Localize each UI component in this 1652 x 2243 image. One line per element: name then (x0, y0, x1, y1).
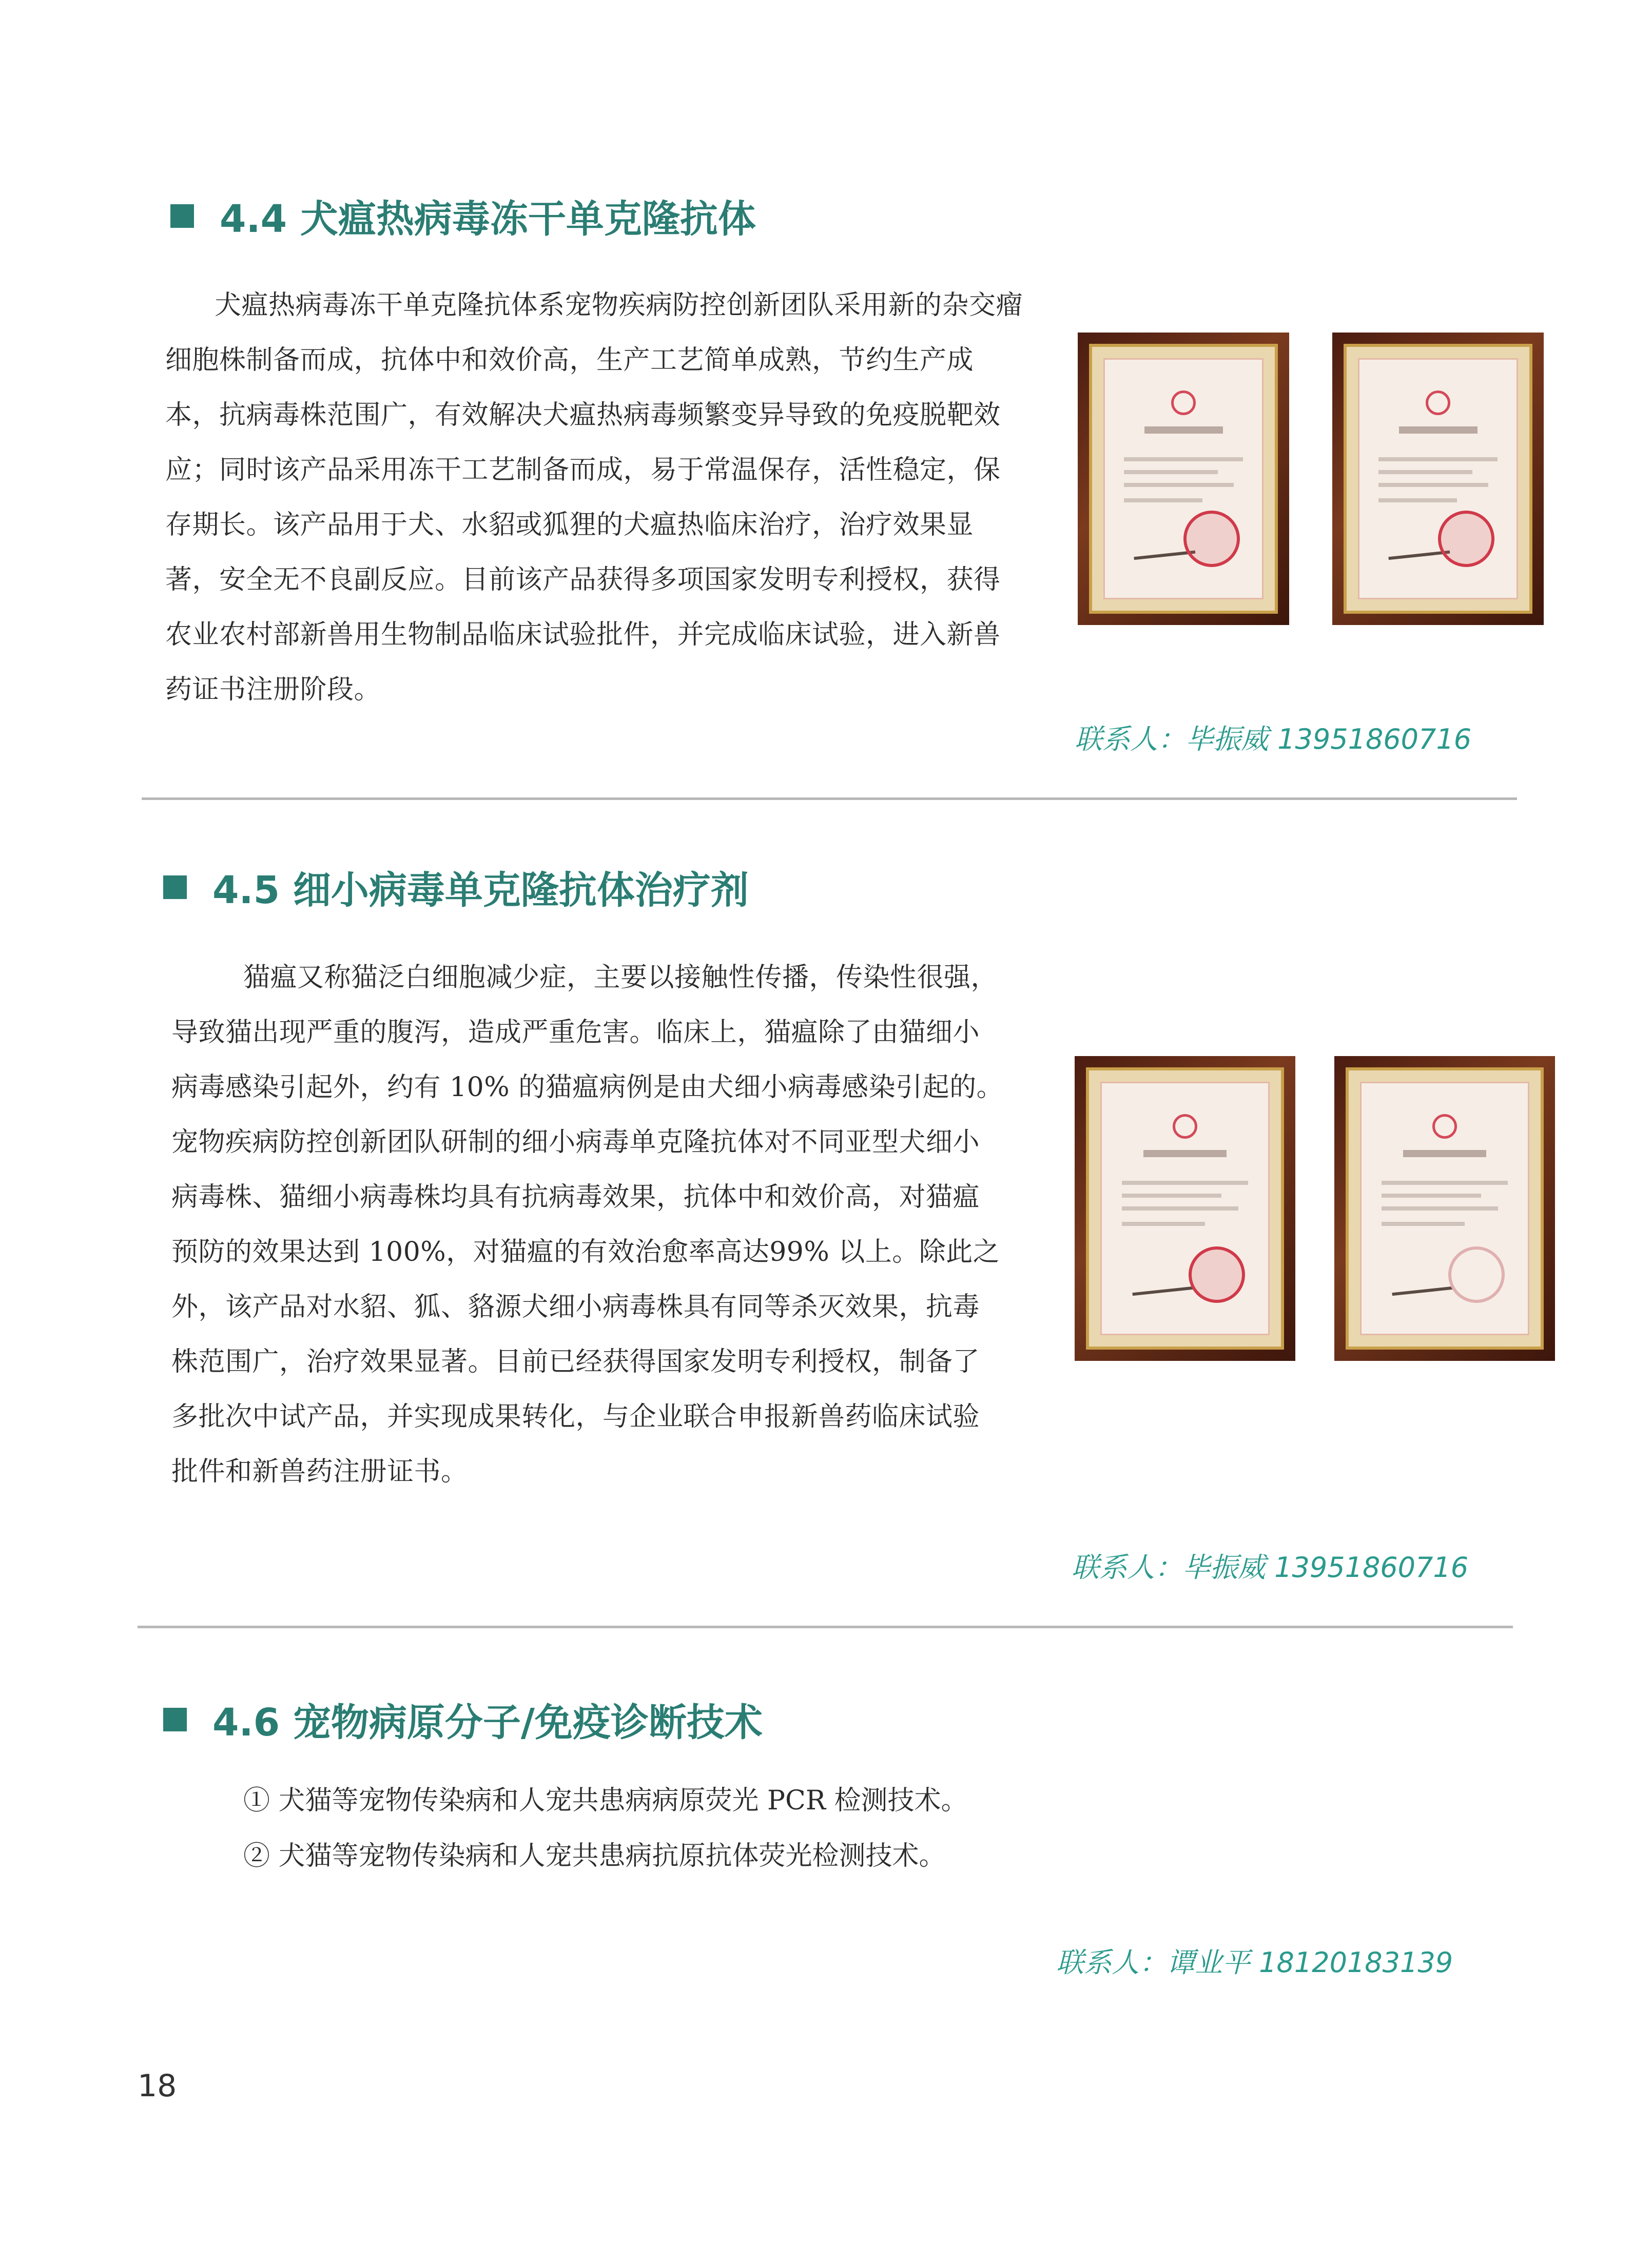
list-item: ② 犬猫等宠物传染病和人宠共患病抗原抗体荧光检测技术。 (243, 1841, 946, 1871)
logo-icon (1171, 391, 1196, 415)
heading-bullet-square (170, 204, 194, 228)
page-number: 18 (138, 2068, 177, 2104)
paragraph-line: 预防的效果达到 100%，对猫瘟的有效治愈率高达99% 以上。除此之 (171, 1237, 1000, 1267)
section-4-4-title: 4.4 犬瘟热病毒冻干单克隆抗体 (220, 197, 756, 241)
heading-bullet-square (163, 875, 187, 899)
patent-certificate-image (1334, 1056, 1555, 1361)
signature-icon (1391, 1273, 1454, 1296)
section-4-5-paragraph (171, 950, 1044, 1499)
paragraph-line: 宠物疾病防控创新团队研制的细小病毒单克隆抗体对不同亚型犬细小 (171, 1127, 980, 1158)
logo-icon (1432, 1114, 1457, 1139)
paragraph-line: 著，安全无不良副反应。目前该产品获得多项国家发明专利授权，获得 (165, 564, 1001, 595)
paragraph-line: 病毒感染引起外，约有 10% 的猫瘟病例是由犬细小病毒感染引起的。 (171, 1072, 1004, 1103)
section-4-6-contact: 联系人：谭业平 18120183139 (1056, 1946, 1453, 1979)
patent-certificate-image (1332, 333, 1544, 625)
stamp-icon (1438, 511, 1494, 567)
section-4-4-contact: 联系人：毕振威 13951860716 (1075, 723, 1472, 755)
stamp-icon (1189, 1246, 1245, 1303)
heading-bullet-square (163, 1708, 187, 1731)
section-4-4-paragraph (165, 278, 1048, 717)
signature-icon (1131, 1273, 1194, 1296)
paragraph-line: 多批次中试产品，并实现成果转化，与企业联合申报新兽药临床试验 (171, 1401, 980, 1432)
stamp-icon (1448, 1246, 1505, 1303)
paragraph-line: 批件和新兽药注册证书。 (171, 1456, 468, 1487)
section-4-5-title: 4.5 细小病毒单克隆抗体治疗剂 (212, 868, 749, 912)
paragraph-line: 细胞株制备而成，抗体中和效价高，生产工艺简单成熟，节约生产成 (165, 345, 974, 376)
paragraph-line: 本，抗病毒株范围广，有效解决犬瘟热病毒频繁变异导致的免疫脱靶效 (165, 400, 1001, 431)
section-4-5-contact: 联系人：毕振威 13951860716 (1072, 1551, 1469, 1584)
paragraph-line: 药证书注册阶段。 (165, 674, 381, 705)
section-divider (138, 1626, 1513, 1628)
logo-icon (1173, 1114, 1197, 1139)
logo-icon (1426, 391, 1450, 415)
section-divider (142, 797, 1517, 800)
stamp-icon (1183, 511, 1240, 567)
list-item: ① 犬猫等宠物传染病和人宠共患病病原荧光 PCR 检测技术。 (243, 1785, 968, 1816)
section-4-6-title: 4.6 宠物病原分子/免疫诊断技术 (212, 1701, 763, 1745)
paragraph-line: 病毒株、猫细小病毒株均具有抗病毒效果，抗体中和效价高，对猫瘟 (171, 1182, 980, 1213)
section-4-6-heading (163, 1692, 763, 1747)
paragraph-line: 应；同时该产品采用冻干工艺制备而成，易于常温保存，活性稳定，保 (165, 455, 1001, 485)
paragraph-line: 导致猫出现严重的腹泻，造成严重危害。临床上，猫瘟除了由猫细小 (171, 1017, 980, 1048)
paragraph-line: 犬瘟热病毒冻干单克隆抗体系宠物疾病防控创新团队采用新的杂交瘤 (215, 290, 1023, 321)
section-4-4-heading (170, 189, 756, 243)
paragraph-line: 存期长。该产品用于犬、水貂或狐狸的犬瘟热临床治疗，治疗效果显 (165, 510, 974, 540)
paragraph-line: 猫瘟又称猫泛白细胞减少症，主要以接触性传播，传染性很强， (243, 962, 998, 993)
paragraph-line: 农业农村部新兽用生物制品临床试验批件，并完成临床试验，进入新兽 (165, 619, 1001, 650)
patent-certificate-image (1078, 333, 1289, 625)
paragraph-line: 株范围广，治疗效果显著。目前已经获得国家发明专利授权，制备了 (171, 1347, 980, 1377)
section-4-5-heading (163, 860, 749, 914)
paragraph-line: 外，该产品对水貂、狐、貉源犬细小病毒株具有同等杀灭效果，抗毒 (171, 1292, 980, 1322)
patent-certificate-image (1075, 1056, 1295, 1361)
